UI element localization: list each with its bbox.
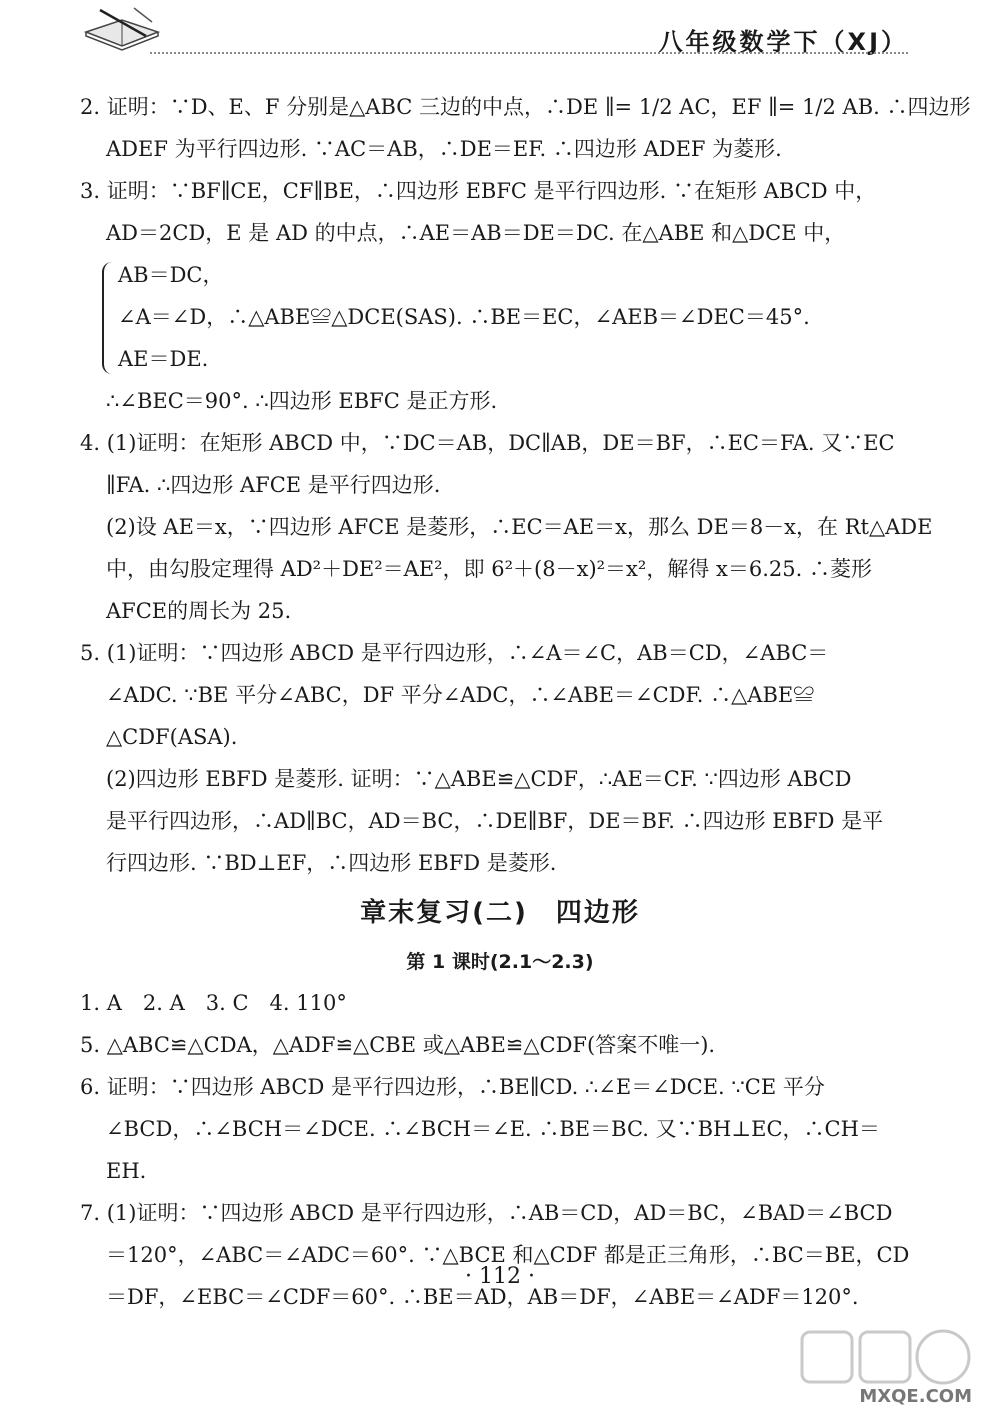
answer-line: 中，由勾股定理得 AD²＋DE²＝AE²，即 6²＋(8－x)²＝x²，解得 x＝6.25. ∴菱形 xyxy=(106,557,872,581)
answer-line: 5. (1)证明：∵四边形 ABCD 是平行四边形，∴∠A＝∠C，AB＝CD，∠ABC＝ xyxy=(80,641,829,665)
answer-line: AD＝2CD，E 是 AD 的中点，∴AE＝AB＝DE＝DC. 在△ABE 和△DCE 中， xyxy=(106,221,846,245)
answer-line: ∥FA. ∴四边形 AFCE 是平行四边形. xyxy=(106,473,441,497)
left-brace xyxy=(102,262,116,374)
answer-line: 4. (1)证明：在矩形 ABCD 中，∵DC＝AB，DC∥AB，DE＝BF，∴EC＝FA. 又∵EC xyxy=(80,431,895,455)
answer-line: AFCE的周长为 25. xyxy=(106,599,292,623)
answer-line: ∠BCD，∴∠BCH＝∠DCE. ∴∠BCH＝∠E. ∴BE＝BC. 又∵BH⊥EC，∴CH＝ xyxy=(106,1117,880,1141)
page-number: · 112 · xyxy=(465,1264,535,1289)
answer-line: AB＝DC， xyxy=(118,263,224,287)
page-header xyxy=(0,0,1000,60)
answer-line: 3. 证明：∵BF∥CE，CF∥BE，∴四边形 EBFC 是平行四边形. ∵在矩形 ABCD 中， xyxy=(80,179,877,203)
answer-line: ＝DF，∠EBC＝∠CDF＝60°. ∴BE＝AD，AB＝DF，∠ABE＝∠ADF＝120°. xyxy=(106,1285,859,1309)
answer-line: (2)设 AE＝x，∵四边形 AFCE 是菱形，∴EC＝AE＝x，那么 DE＝8－x，在 Rt△ADE xyxy=(106,515,933,539)
answer-line: 2. 证明：∵D、E、F 分别是△ABC 三边的中点，∴DE ∥= 1/2 AC，EF ∥= 1/2 AB. ∴四边形 xyxy=(80,95,971,119)
answer-line: AE＝DE. xyxy=(118,347,209,371)
answer-line: ∠ADC. ∵BE 平分∠ABC，DF 平分∠ADC，∴∠ABE＝∠CDF. ∴△ABE≌ xyxy=(106,683,815,707)
answer-line: ADEF 为平行四边形. ∵AC＝AB，∴DE＝EF. ∴四边形 ADEF 为菱形. xyxy=(106,137,782,161)
answer-line: △CDF(ASA). xyxy=(106,725,238,749)
header-title: 八年级数学下（XJ） xyxy=(658,28,908,56)
answer-line: 6. 证明：∵四边形 ABCD 是平行四边形，∴BE∥CD. ∴∠E＝∠DCE. ∵CE 平分 xyxy=(80,1075,825,1099)
section-title: 章末复习(二) 四边形 xyxy=(360,898,640,928)
answer-line: ∴∠BEC＝90°. ∴四边形 EBFC 是正方形. xyxy=(106,389,498,413)
answer-line: 行四边形. ∵BD⊥EF，∴四边形 EBFD 是菱形. xyxy=(106,851,557,875)
section-subtitle: 第 1 课时(2.1～2.3) xyxy=(406,951,594,973)
watermark-text: MXQE.COM xyxy=(859,1386,972,1407)
answer-line: 是平行四边形，∴AD∥BC，AD＝BC，∴DE∥BF，DE＝BF. ∴四边形 EBFD 是平 xyxy=(106,809,884,833)
answer-line: EH. xyxy=(106,1159,147,1183)
header-divider xyxy=(150,52,908,54)
answer-line: 1. A 2. A 3. C 4. 110° xyxy=(80,991,347,1015)
page-content xyxy=(80,86,971,1318)
answer-line: (2)四边形 EBFD 是菱形. 证明：∵△ABE≌△CDF，∴AE＝CF. ∵四边形 ABCD xyxy=(106,767,852,791)
book-pen-logo-icon xyxy=(82,2,162,52)
answer-line: ＝120°，∠ABC＝∠ADC＝60°. ∵△BCE 和△CDF 都是正三角形，∴BC＝BE，CD xyxy=(106,1243,910,1267)
answer-line: 5. △ABC≌△CDA，△ADF≌△CBE 或△ABE≌△CDF(答案不唯一). xyxy=(80,1033,716,1057)
answer-line: 7. (1)证明：∵四边形 ABCD 是平行四边形，∴AB＝CD，AD＝BC，∠BAD＝∠BCD xyxy=(80,1201,893,1225)
equation-system xyxy=(80,254,920,380)
answer-line: ∠A＝∠D，∴△ABE≌△DCE(SAS). ∴BE＝EC，∠AEB＝∠DEC＝45°. xyxy=(118,305,810,329)
